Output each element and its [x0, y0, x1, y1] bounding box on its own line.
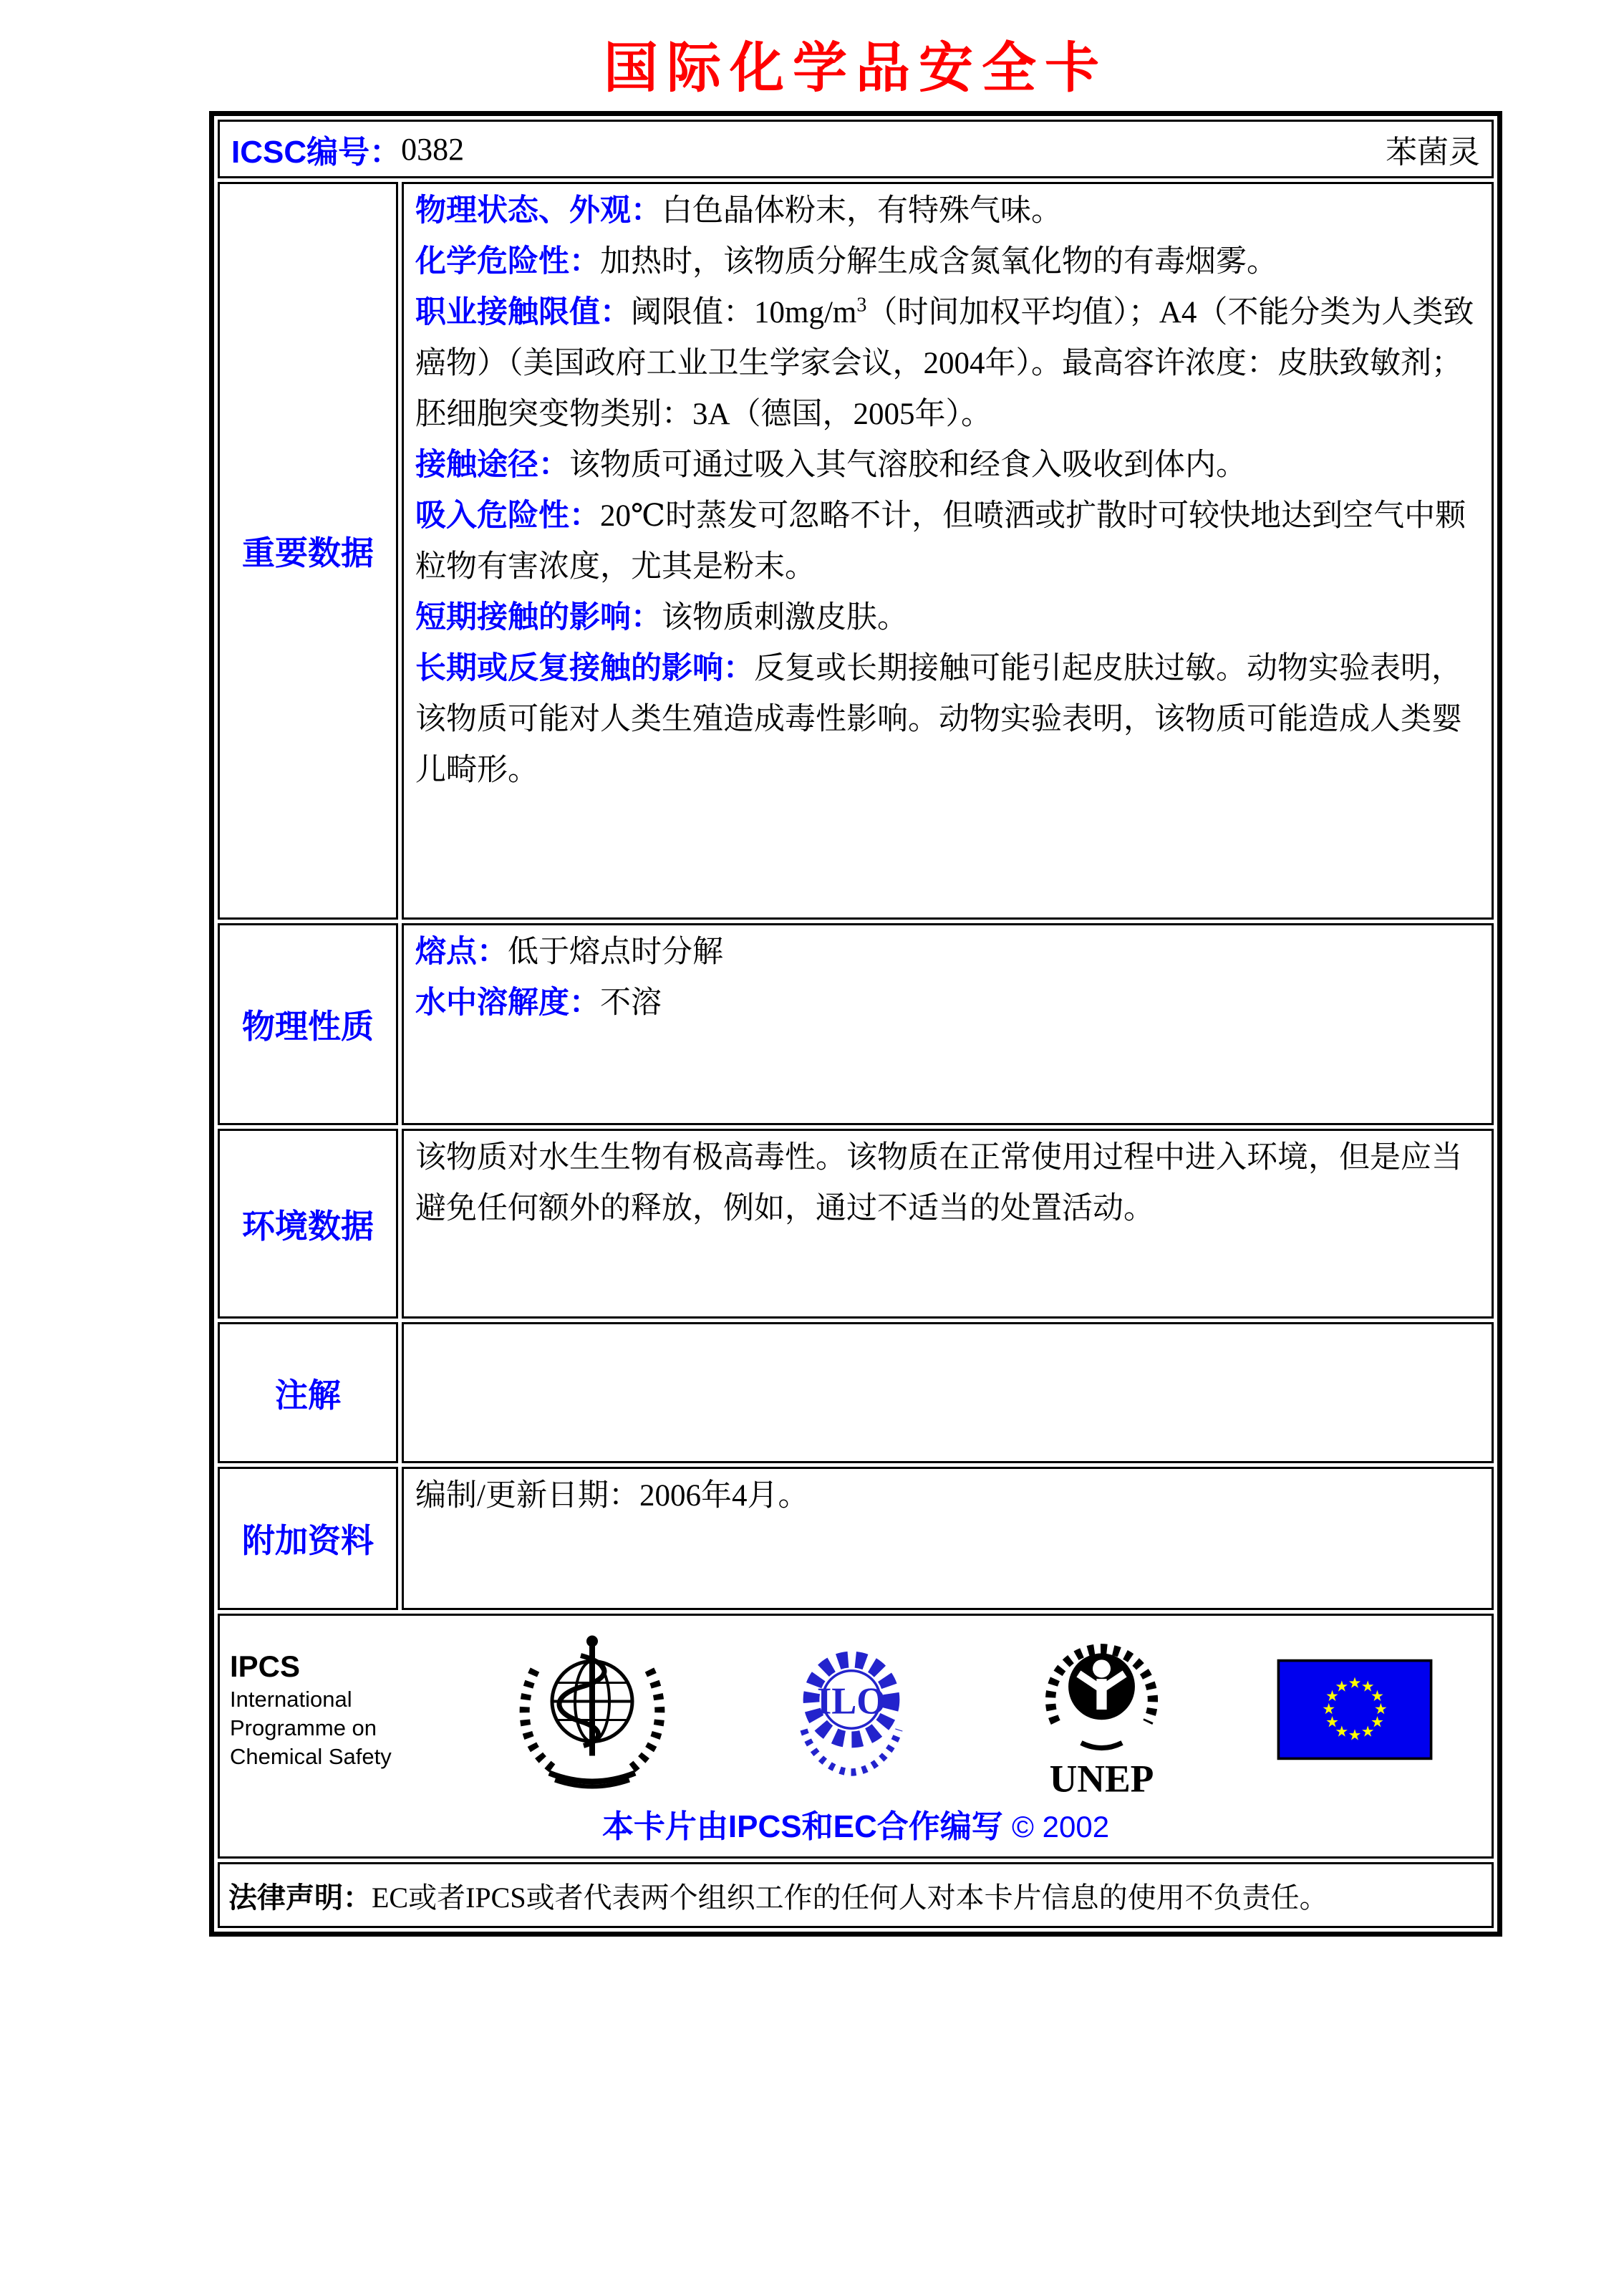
environmental-data-text: 该物质对水生生物有极高毒性。该物质在正常使用过程中进入环境，但是应当避免任何额外的释放，例如，通过不适当的处置活动。 [415, 1141, 1462, 1225]
copyright-text: © 2002 [1012, 1810, 1110, 1844]
who-icon [506, 1629, 678, 1791]
icsc-number-label: ICSC编号： [231, 135, 402, 170]
caption-text: 本卡片由IPCS和EC合作编写 [601, 1809, 1003, 1844]
svg-text:UNEP: UNEP [1049, 1757, 1154, 1799]
superscript-3: 3 [856, 294, 867, 317]
icsc-card-table [209, 111, 1502, 1937]
section-label-text: 环境数据 [242, 1207, 374, 1245]
important-data-row [218, 182, 1494, 920]
ipcs-subtitle-line3: Chemical Safety [230, 1744, 392, 1769]
section-label-environmental-data [218, 1129, 398, 1319]
ilo-icon [776, 1634, 927, 1785]
ipcs-block [230, 1648, 458, 1771]
section-label-text: 物理性质 [242, 1008, 374, 1045]
eu-flag-icon [1277, 1659, 1433, 1760]
org-logos [458, 1620, 1482, 1799]
additional-info-text: 编制/更新日期：2006年4月。 [415, 1479, 809, 1513]
data-item-long-term: 长期或反复接触的影响：反复或长期接触可能引起皮肤过敏。动物实验表明，该物质可能对人类生殖造成毒性影响。动物实验表明，该物质可能造成人类婴儿畸形。 [415, 651, 1462, 787]
ipcs-title: IPCS [230, 1649, 301, 1683]
section-label-additional-info [218, 1467, 398, 1610]
footer-caption [230, 1799, 1482, 1851]
logos-row [218, 1614, 1494, 1859]
additional-info-row [218, 1467, 1494, 1610]
section-label-text: 重要数据 [242, 534, 374, 572]
physical-properties-row [218, 923, 1494, 1125]
header-row [218, 120, 1494, 178]
data-item-short-term: 短期接触的影响：该物质刺激皮肤。 [415, 600, 908, 635]
section-content-notes [402, 1322, 1494, 1463]
section-label-notes [218, 1322, 398, 1463]
ipcs-subtitle-line2: Programme on [230, 1715, 377, 1740]
section-label-text: 注解 [275, 1376, 341, 1414]
section-content-environmental-data [402, 1129, 1494, 1319]
data-item-physical-state: 物理状态、外观：白色晶体粉末，有特殊气味。 [415, 193, 1062, 228]
section-label-text: 附加资料 [242, 1522, 374, 1559]
chemical-name: 苯菌灵 [1386, 135, 1480, 170]
svg-text:ILO: ILO [816, 1680, 886, 1722]
legal-cell [218, 1862, 1494, 1928]
section-label-important-data [218, 182, 398, 920]
section-content-important-data [402, 182, 1494, 920]
unep-icon [1025, 1620, 1179, 1799]
data-item-melting-point: 熔点：低于熔点时分解 [415, 935, 723, 969]
data-item-inhalation-risk: 吸入危险性：20℃时蒸发可忽略不计，但喷洒或扩散时可较快地达到空气中颗粒物有害浓度，尤其是粉末。 [415, 498, 1466, 584]
data-item-chemical-danger: 化学危险性：加热时，该物质分解生成含氮氧化物的有毒烟雾。 [415, 244, 1277, 279]
section-content-physical-properties [402, 923, 1494, 1125]
data-item-water-solubility: 水中溶解度：不溶 [415, 986, 662, 1020]
legal-text: EC或者IPCS或者代表两个组织工作的任何人对本卡片信息的使用不负责任。 [372, 1881, 1328, 1914]
section-label-physical-properties [218, 923, 398, 1125]
icsc-number-value: 0382 [401, 131, 465, 167]
ipcs-subtitle-line1: International [230, 1687, 352, 1712]
environmental-data-row [218, 1129, 1494, 1319]
header-cell [218, 120, 1494, 178]
section-content-additional-info [402, 1467, 1494, 1610]
data-item-exposure-routes: 接触途径：该物质可通过吸入其气溶胶和经食入吸收到体内。 [415, 448, 1247, 482]
logos-cell [218, 1614, 1494, 1859]
logo-strip [230, 1620, 1482, 1799]
page-title: 国际化学品安全卡 [604, 39, 1108, 99]
data-item-occupational-limits: 职业接触限值：阈限值：$10mg/m^3$（时间加权平均值）；A4（不能分类为人类致癌物）（美国政府工业卫生学家会议，2004年）。最高容许浓度：皮肤致敏剂；胚细胞突变物类别：3A（德国，2005年）。 [415, 294, 1474, 431]
legal-row [218, 1862, 1494, 1928]
notes-row [218, 1322, 1494, 1463]
legal-label: 法律声明： [228, 1881, 372, 1914]
